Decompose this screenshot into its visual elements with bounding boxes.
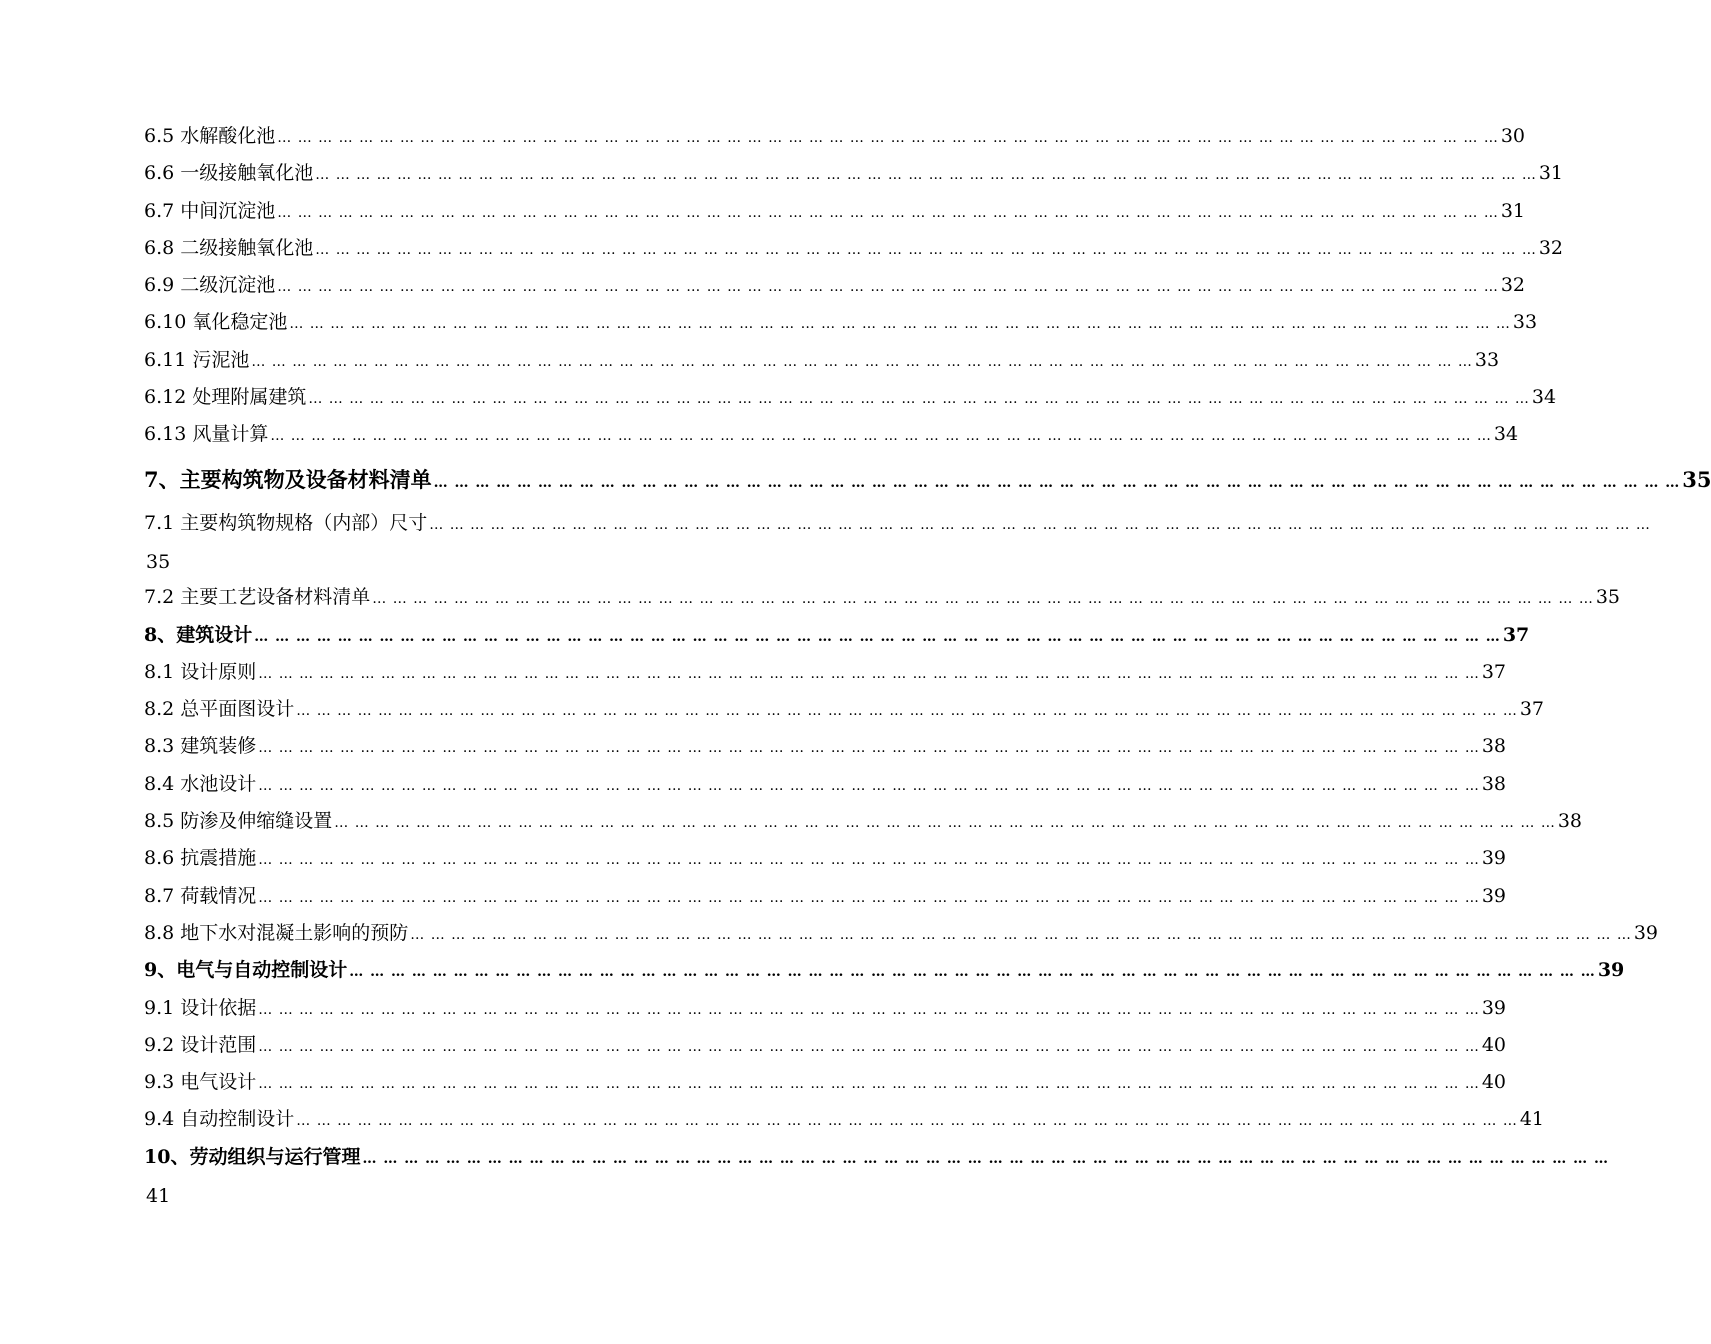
toc-entry[interactable] [144, 416, 1519, 453]
toc-entry-label: 8.3 建筑装修 [144, 735, 257, 758]
toc-entry-page: 38 [1481, 772, 1507, 795]
toc-entry-label: 8.5 防渗及伸缩缝设置 [144, 810, 333, 833]
dot-leader: … … … … … … … … … … … … … … … … … … … … … … … … … … … … … … … … … … … … … … … … … … … … … … … … … … … … … … … … … … … … [254, 628, 1501, 645]
toc-entry[interactable] [144, 1064, 1507, 1101]
toc-entry[interactable] [144, 579, 1621, 616]
toc-entry-page: 37 [1481, 660, 1507, 683]
toc-entry-page: 41 [146, 1185, 171, 1208]
toc-entry-page: 40 [1481, 1033, 1507, 1056]
toc-entry-label: 8.8 地下水对混凝土影响的预防 [144, 921, 409, 944]
toc-entry-label: 8.4 水池设计 [144, 772, 257, 795]
dot-leader: … … … … … … … … … … … … … … … … … … … … … … … … … … … … … … … … … … … … … … … … … … … … … … … … … … … … … … … … … … … … [349, 964, 1596, 981]
toc-entry[interactable] [144, 728, 1507, 765]
dot-leader: … … … … … … … … … … … … … … … … … … … … … … … … … … … … … … … … … … … … … … … … … … … … … … … … … … … … … … … … … … … … [277, 204, 1499, 221]
toc-entry[interactable] [144, 915, 1659, 952]
dot-leader: … … … … … … … … … … … … … … … … … … … … … … … … … … … … … … … … … … … … … … … … … … … … … … … … … … … … … … … … … … … … [258, 1038, 1480, 1055]
toc-entry-label: 6.7 中间沉淀池 [144, 199, 276, 222]
toc-entry-label: 7、主要构筑物及设备材料清单 [144, 466, 432, 492]
toc-entry[interactable] [144, 454, 1711, 505]
dot-leader: … … … … … … … … … … … … … … … … … … … … … … … … … … … … … … … … … … … … … … … … … … … … … … … … … … … … … … … … … … … … [277, 279, 1499, 296]
toc-entry-label: 9.1 设计依据 [144, 996, 257, 1019]
toc-entry-label: 6.11 污泥池 [144, 348, 250, 371]
toc-entry[interactable] [144, 840, 1507, 877]
toc-entry[interactable] [144, 230, 1564, 267]
toc-entry-label: 6.13 风量计算 [144, 423, 269, 446]
toc-entry[interactable] [144, 342, 1500, 379]
toc-entry[interactable] [144, 155, 1564, 192]
dot-leader: … … … … … … … … … … … … … … … … … … … … … … … … … … … … … … … … … … … … … … … … … … … … … … … … … … … … … … … … … … … … [258, 1076, 1480, 1093]
toc-entry-page: 38 [1481, 735, 1507, 758]
toc-entry[interactable] [144, 193, 1526, 230]
dot-leader: … … … … … … … … … … … … … … … … … … … … … … … … … … … … … … … … … … … … … … … … … … … … … … … … … … … … … … … … … … … … [308, 391, 1530, 408]
toc-entry-label: 8、建筑设计 [144, 623, 253, 646]
dot-leader: … … … … … … … … … … … … … … … … … … … … … … … … … … … … … … … … … … … … … … … … … … … … … … … … … … … … … … … … … … … … [289, 316, 1511, 333]
toc-entry-page: 40 [1481, 1071, 1507, 1094]
dot-leader: … … … … … … … … … … … … … … … … … … … … … … … … … … … … … … … … … … … … … … … … … … … … … … … … … … … … … … … … … … … … [334, 815, 1556, 832]
toc-entry-page: 33 [1474, 348, 1500, 371]
toc-entry-page: 39 [1481, 847, 1507, 870]
toc-entry-page: 34 [1493, 423, 1519, 446]
toc-entry[interactable] [144, 1139, 1610, 1214]
toc-entry-page: 31 [1538, 162, 1564, 185]
toc-entry[interactable] [144, 617, 1530, 654]
toc-entry-label: 8.6 抗震措施 [144, 847, 257, 870]
toc-entry[interactable] [144, 691, 1545, 728]
dot-leader: … … … … … … … … … … … … … … … … … … … … … … … … … … … … … … … … … … … … … … … … … … … … … … … … … … … … … … … … … … … … [258, 777, 1480, 794]
toc-entry[interactable] [144, 505, 1651, 580]
toc-entry-label: 8.7 荷载情况 [144, 884, 257, 907]
dot-leader: … … … … … … … … … … … … … … … … … … … … … … … … … … … … … … … … … … … … … … … … … … … … … … … … … … … … … … … … … … … … [296, 1113, 1518, 1130]
toc-entry-page: 39 [1481, 884, 1507, 907]
table-of-contents [144, 118, 1711, 1213]
dot-leader: … … … … … … … … … … … … … … … … … … … … … … … … … … … … … … … … … … … … … … … … … … … … … … … … … … … … … … … … … … … … [433, 474, 1681, 491]
toc-entry-page: 35 [146, 550, 171, 573]
dot-leader: … … … … … … … … … … … … … … … … … … … … … … … … … … … … … … … … … … … … … … … … … … … … … … … … … … … … … … … … … … … … [315, 241, 1537, 258]
dot-leader: … … … … … … … … … … … … … … … … … … … … … … … … … … … … … … … … … … … … … … … … … … … … … … … … … … … … … … … … … … … … [258, 740, 1480, 757]
toc-entry-label: 9.3 电气设计 [144, 1071, 257, 1094]
toc-entry-label: 6.6 一级接触氧化池 [144, 162, 314, 185]
dot-leader: … … … … … … … … … … … … … … … … … … … … … … … … … … … … … … … … … … … … … … … … … … … … … … … … … … … … … … … … … … … … [296, 703, 1518, 720]
toc-entry-label: 7.1 主要构筑物规格（内部）尺寸 [144, 511, 428, 534]
toc-entry-page: 41 [1519, 1108, 1545, 1131]
dot-leader: … … … … … … … … … … … … … … … … … … … … … … … … … … … … … … … … … … … … … … … … … … … … … … … … … … … … … … … … … … … … [251, 353, 1473, 370]
toc-entry[interactable] [144, 1027, 1507, 1064]
toc-entry-label: 6.5 水解酸化池 [144, 125, 276, 147]
dot-leader: … … … … … … … … … … … … … … … … … … … … … … … … … … … … … … … … … … … … … … … … … … … … … … … … … … … … … … … … … … … … [429, 516, 1651, 533]
toc-entry-page: 39 [1597, 959, 1625, 982]
toc-entry-label: 9.4 自动控制设计 [144, 1108, 295, 1131]
toc-entry-page: 39 [1633, 921, 1659, 944]
toc-entry-page: 35 [1595, 586, 1621, 609]
toc-entry-page: 32 [1500, 274, 1526, 297]
toc-entry-page: 32 [1538, 236, 1564, 259]
toc-entry-label: 6.9 二级沉淀池 [144, 274, 276, 297]
toc-entry-label: 7.2 主要工艺设备材料清单 [144, 586, 371, 609]
toc-entry-page: 38 [1557, 810, 1583, 833]
toc-entry-page: 30 [1500, 125, 1526, 147]
toc-entry[interactable] [144, 952, 1625, 989]
toc-entry[interactable] [144, 803, 1583, 840]
toc-entry[interactable] [144, 1101, 1545, 1138]
dot-leader: … … … … … … … … … … … … … … … … … … … … … … … … … … … … … … … … … … … … … … … … … … … … … … … … … … … … … … … … … … … … [270, 428, 1492, 445]
toc-entry-label: 8.2 总平面图设计 [144, 698, 295, 721]
toc-entry-label: 9、电气与自动控制设计 [144, 959, 348, 982]
toc-entry-page: 31 [1500, 199, 1526, 222]
toc-entry[interactable] [144, 878, 1507, 915]
toc-entry-label: 10、劳动组织与运行管理 [144, 1145, 361, 1168]
dot-leader: … … … … … … … … … … … … … … … … … … … … … … … … … … … … … … … … … … … … … … … … … … … … … … … … … … … … … … … … … … … … [410, 926, 1632, 943]
toc-entry-label: 6.10 氧化稳定池 [144, 311, 288, 334]
toc-entry[interactable] [144, 304, 1538, 341]
dot-leader: … … … … … … … … … … … … … … … … … … … … … … … … … … … … … … … … … … … … … … … … … … … … … … … … … … … … … … … … … … … … [258, 889, 1480, 906]
toc-entry-page: 39 [1481, 996, 1507, 1019]
toc-entry-page: 35 [1682, 466, 1711, 492]
toc-entry-label: 8.1 设计原则 [144, 660, 257, 683]
dot-leader: … … … … … … … … … … … … … … … … … … … … … … … … … … … … … … … … … … … … … … … … … … … … … … … … … … … … … … … … … … … … [258, 1001, 1480, 1018]
toc-entry[interactable] [144, 990, 1507, 1027]
toc-entry[interactable] [144, 766, 1507, 803]
toc-entry-label: 6.12 处理附属建筑 [144, 386, 307, 409]
dot-leader: … … … … … … … … … … … … … … … … … … … … … … … … … … … … … … … … … … … … … … … … … … … … … … … … … … … … … … … … … … … … [372, 591, 1594, 608]
toc-entry-page: 37 [1502, 623, 1530, 646]
dot-leader: … … … … … … … … … … … … … … … … … … … … … … … … … … … … … … … … … … … … … … … … … … … … … … … … … … … … … … … … … … … … [315, 167, 1537, 184]
dot-leader: … … … … … … … … … … … … … … … … … … … … … … … … … … … … … … … … … … … … … … … … … … … … … … … … … … … … … … … … … … … … [258, 852, 1480, 869]
toc-entry-page: 34 [1531, 386, 1557, 409]
toc-entry[interactable] [144, 118, 1526, 155]
toc-entry-page: 33 [1512, 311, 1538, 334]
dot-leader: … … … … … … … … … … … … … … … … … … … … … … … … … … … … … … … … … … … … … … … … … … … … … … … … … … … … … … … … … … … … [258, 665, 1480, 682]
toc-entry-label: 9.2 设计范围 [144, 1033, 257, 1056]
dot-leader: … … … … … … … … … … … … … … … … … … … … … … … … … … … … … … … … … … … … … … … … … … … … … … … … … … … … … … … … … … … … [362, 1150, 1610, 1167]
toc-entry[interactable] [144, 379, 1557, 416]
toc-entry[interactable] [144, 654, 1507, 691]
toc-entry[interactable] [144, 267, 1526, 304]
toc-entry-label: 6.8 二级接触氧化池 [144, 236, 314, 259]
dot-leader: … … … … … … … … … … … … … … … … … … … … … … … … … … … … … … … … … … … … … … … … … … … … … … … … … … … … … … … … … … … … [277, 130, 1499, 146]
toc-entry-page: 37 [1519, 698, 1545, 721]
